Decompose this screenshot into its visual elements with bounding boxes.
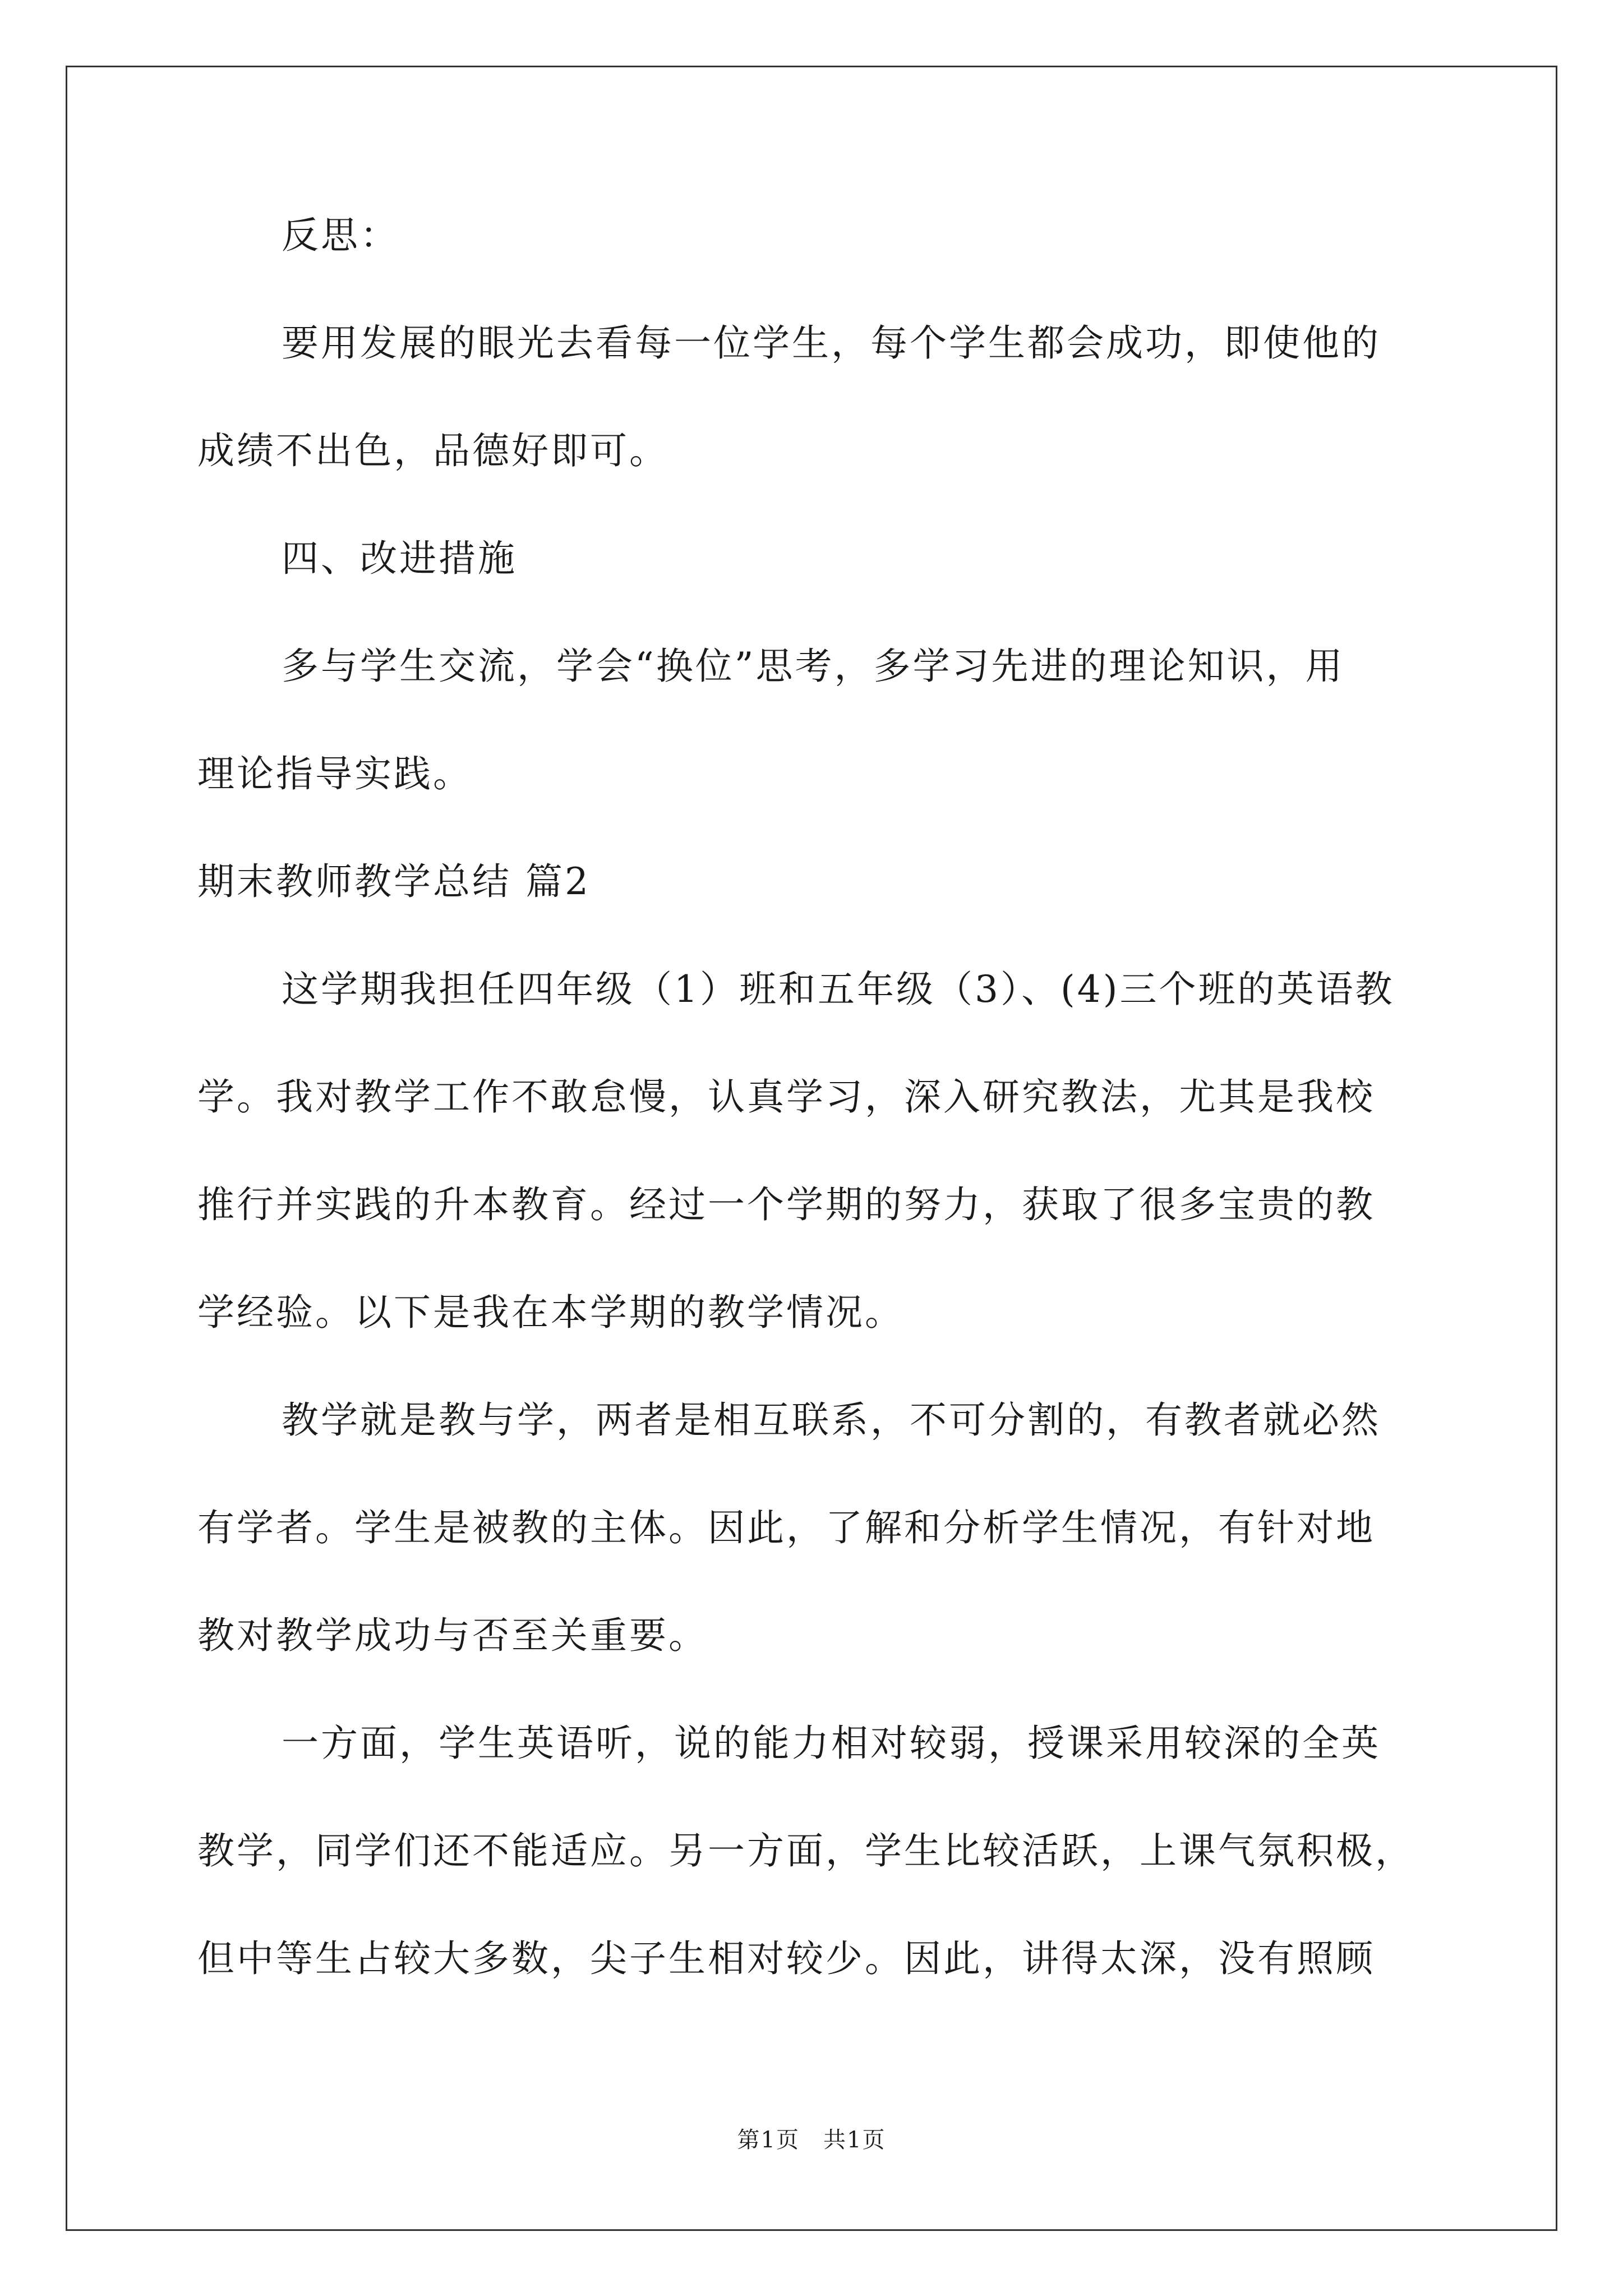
paragraph-line: 要用发展的眼光去看每一位学生，每个学生都会成功，即使他的: [282, 321, 1381, 365]
paragraph-line: 教对教学成功与否至关重要。: [197, 1614, 708, 1657]
page-number: 第1页 共1页: [737, 2127, 886, 2153]
section-heading: 四、改进措施: [282, 537, 517, 580]
paragraph-line: 这学期我担任四年级（1）班和五年级（3）、(4)三个班的英语教: [282, 968, 1395, 1011]
paragraph-line: 反思：: [282, 214, 399, 257]
paragraph-line: 教学就是教与学，两者是相互联系，不可分割的，有教者就必然: [282, 1398, 1381, 1442]
paragraph-line: 教学，同学们还不能适应。另一方面，学生比较活跃，上课气氛积极，: [197, 1829, 1414, 1872]
paragraph-line: 但中等生占较大多数，尖子生相对较少。因此，讲得太深，没有照顾: [197, 1937, 1375, 1980]
paragraph-line: 有学者。学生是被教的主体。因此，了解和分析学生情况，有针对地: [197, 1506, 1375, 1549]
paragraph-line: 推行并实践的升本教育。经过一个学期的努力，获取了很多宝贵的教: [197, 1183, 1375, 1226]
article-title: 期末教师教学总结 篇2: [197, 860, 591, 903]
paragraph-line: 一方面，学生英语听，说的能力相对较弱，授课采用较深的全英: [282, 1722, 1381, 1765]
paragraph-line: 成绩不出色，品德好即可。: [197, 429, 668, 472]
paragraph-line: 多与学生交流，学会“换位”思考，多学习先进的理论知识，用: [282, 645, 1345, 688]
page-border: [66, 66, 1557, 2231]
paragraph-line: 学。我对教学工作不敢怠慢，认真学习，深入研究教法，尤其是我校: [197, 1075, 1375, 1119]
paragraph-line: 学经验。以下是我在本学期的教学情况。: [197, 1291, 904, 1334]
paragraph-line: 理论指导实践。: [197, 752, 472, 795]
